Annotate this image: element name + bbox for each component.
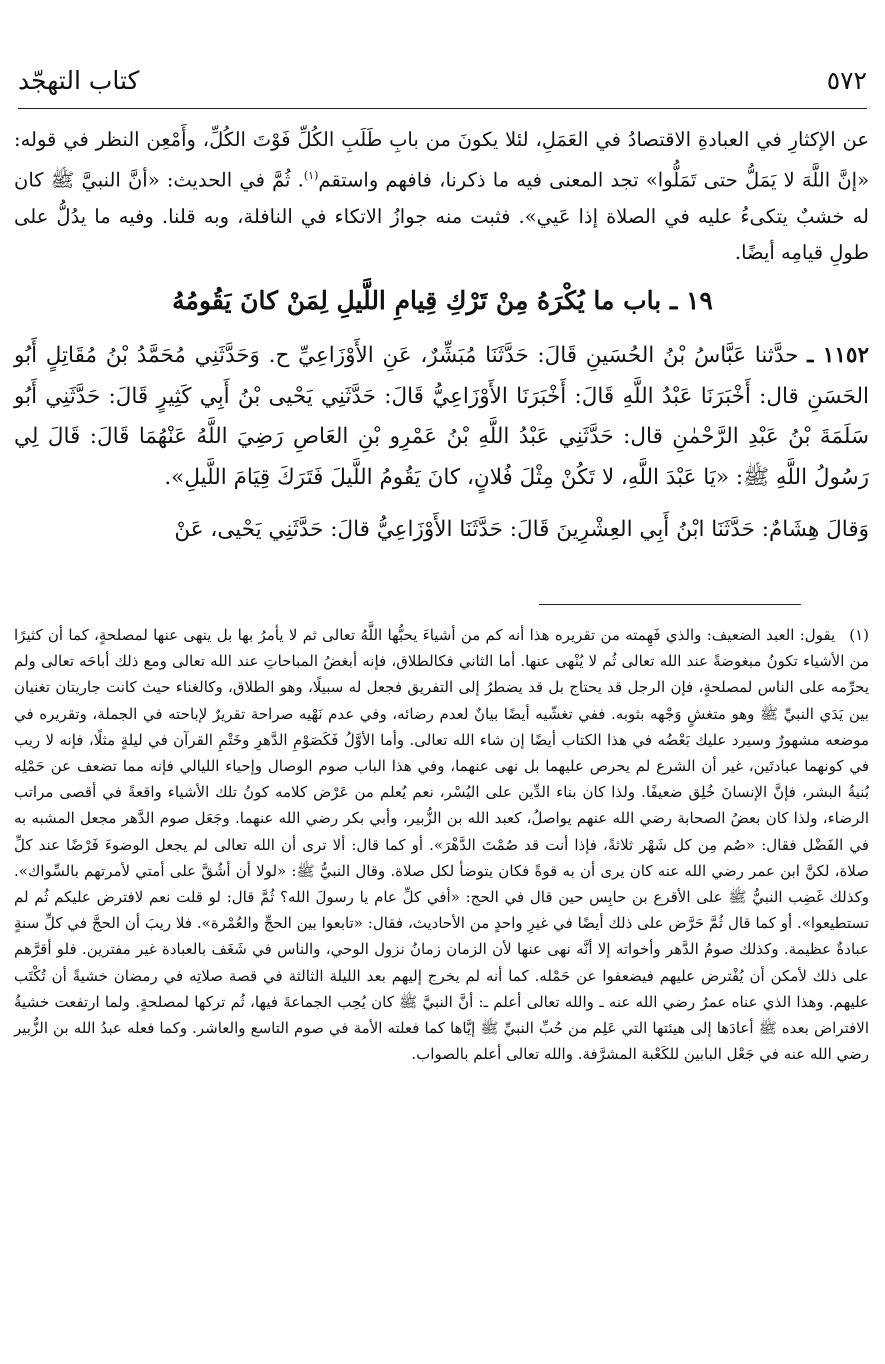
footnote-text: يقول: العبد الضعيف: والذي فَهِمته من تقريره هذا أنه كم من أشياءَ يحبُّها اللَّهُ تعالى ثم لا يأمرُ بها بل ينهى عنها لمصلحةٍ، كما أن كثيرًا من الأشياء تكونُ مبغوضةً عند الله تعالى ثُم لا يُنْهى عنها. أما الثاني فكالطلاق، فإنه أبغضُ المباحاتِ عند الله تعالى ومع ذلك أباحَه تعالى ولم يحرِّمه على الناس لمصلحةٍ، فإن الرجل قد يحتاج بل قد يضطرُ إلى التفريق فجعل له سبيلًا، وهو الطلاق، وكالغناء حيث كانت جاريتان تغنيان بين يَدَي النبيِّ ﷺ وهو متغشٍ وَجْهه بثوبه. ففي تغشّيه أيضًا بيانٌ لعدم رضائه، وفي عدم نَهْيه صراحة تقريرٌ لإباحته في الجملة، وتقريره في موضعه مشهورٌ وسيرد عليك بَعْضُه في هذا الكتاب أيضًا إن شاء الله تعالى. وأما الأوَّلُ فَكَصَوْمِ الدَّهرِ وخَتْمِ القرآن في ليلةٍ مثلًا، فإنه لا ريب في كونهما عبادتَين، غير أن الشرع لم يحرص عليهما بل نهى عنهما، وفي هذا الباب صوم الوصال وإحياء الليالي فإنه مما تضعف عن حَمْلِه بُنيةُ البشر، فإنَّ الإنسانَ خُلِق ضعيفًا. ولذا كان بناء الدِّين على اليُسْر، نعم يُعلم من عَرْض كلامه كونُ تلك الأشياء واقعةً في أقصى مراتب الرضاء، ولذا كان بعضُ الصحابة رضي الله عنهم يواصلُ، كعبد الله بن الزُّبير، وأبي بكر رضي الله عنهما. وجَعَل صوم الدَّهر مجعل المشبه به في الفَضْل فقال: «صُم مِن كل شَهْر ثلاثةً، فإذا أنت قد صُمْتَ الدَّهْرَ». أو كما قال: ألا ترى أن الله تعالى لم يجعل الوضوءَ فَرْضًا عند كلِّ صلاة، لكنَّ ابن عمر رضي الله عنه كان يرى أن به قوةً فكان يتوضأ لكل صلاة. وقال النبيُّ ﷺ: «لولا أن أشُقَّ على أمتي لأمرتهم بالسِّواك». وكذلك غَضِب النبيُّ ﷺ على الأقرع بن حابِس حين قال في الحج: «أفي كلِّ عام يا رسولَ الله؟ ثُمَّ قال: لو قلت نعم لافترض عليكم ثُم لم تستطيعوا». أو كما قال ثُمَّ حَرَّض على ذلك أيضًا في غيرِ واحدٍ من الأحاديث، فقال: «تابعوا بين الحجِّ والعُمْرة». فلا ريبَ أن الحجَّ في كلِّ سنةٍ عبادةٌ عظيمة. وكذلك صومُ الدَّهر وأخواته إلا أنَّه نهى عنها لأن الزمان زمانُ نزول الوحي، والناس في شَغَف بالعبادة غير مفترين. فلو أقرَّهم على ذلك لأمكن أن يُفْترض عليهم فيضعفوا عن حَمْله. كما أنه لم يخرج إليهم بعد الليلة الثالثة في قصة صلاتِه في رمضان خشيةً أن تُكْتَب عليهم. وهذا الذي عناه عمرُ رضي الله عنه ـ والله تعالى أعلم ـ: أنَّ النبيَّ ﷺ كان يُحِب الجماعةَ فيها، ثُم تركها لمصلحةٍ. ولما ارتفعت خشيةُ الافتراض بعده ﷺ أعادَها إلى هيئتها التي عَلِم من حُبِّ النبيِّ ﷺ إيَّاها كما فعلته الأمة في صوم التاسع والعاشر. وكما فعله عبدُ الله بن الزُّبير رضي الله عنه في جَعْل البابين للكَعْبة المشرَّفة. والله تعالى أعلم بالصواب. xyxy=(14,626,869,1064)
hadith-continuation: وَقالَ هِشَامٌ: حَدَّثَنَا ابْنُ أَبِي العِشْرِينَ قَالَ: حَدَّثَنَا الأَوْزَاعِيُّ قالَ: حَدَّثَنِي يَحْيى، عَنْ xyxy=(174,517,869,542)
hadith-text: حدَّثنا عَبَّاسُ بْنُ الحُسَينِ قَالَ: حَدَّثَنَا مُبَشِّرٌ، عَنِ الأَوْزَاعِيِّ ح. وَحَدَّثَنِي مُحَمَّدُ بْنُ مُقَاتِلٍ أَبُو الحَسَنِ قال: أَخْبَرَنَا عَبْدُ اللَّهِ قَالَ: أَخْبَرَنَا الأَوْزَاعِيُّ قَالَ: حَدَّثَنِي يَحْيى بْنُ أَبِي كَثِيرٍ قَالَ: حَدَّثَنِي أَبُو سَلَمَةَ بْنُ عَبْدِ الرَّحْمٰنِ قال: حَدَّثَنِي عَبْدُ اللَّهِ بْنُ عَمْرِو بْنِ العَاصِ رَضِيَ اللَّهُ عَنْهُمَا قَالَ: قَالَ لِي رَسُولُ اللَّهِ ﷺ: «يَا عَبْدَ اللَّهِ، لا تَكُنْ مِثْلَ فُلانٍ، كانَ يَقُومُ اللَّيلَ فَتَرَكَ قِيَامَ اللَّيلِ». xyxy=(14,343,869,490)
footnote xyxy=(14,622,869,1067)
footnote-separator xyxy=(539,604,801,605)
intro-text-part-1: عن الإكثارِ في العبادةِ الاقتصادُ في العَمَلِ، لئلا يكونَ من بابِ طَلَبِ الكُلِّ فَوْتَ الكُلِّ، وأَمْعِن النظر في قوله: «إنَّ اللَّهَ لا يَمَلُّ حتى تَمَلُّوا» تجد المعنى فيه ما ذكرنا، فافهم واستقم xyxy=(14,128,869,192)
chapter-heading: ١٩ ـ باب ما يُكْرَهُ مِنْ تَرْكِ قِيامِ اللَّيلِ لِمَنْ كانَ يَقُومُهُ xyxy=(172,286,713,315)
hadith-number: ١١٥٢ ـ xyxy=(807,343,869,368)
hadith-block xyxy=(14,336,869,551)
page-number: ٥٧٢ xyxy=(826,66,867,95)
hadith-paragraph xyxy=(14,336,869,498)
header-rule xyxy=(18,108,867,109)
intro-paragraph xyxy=(14,122,869,271)
book-title: كتاب التهجّد xyxy=(18,66,140,95)
page-header xyxy=(18,58,867,110)
intro-text-part-2: . ثُمَّ في الحديث: «أنَّ النبيَّ ﷺ كان له خشبٌ يتكىءُ عليه في الصلاة إذا عَيي». فثبت منه جوازُ الاتكاء في النافلة، وبه قلنا. وفيه ما يدُلُّ على طولِ قيامِه أيضًا. xyxy=(14,168,869,264)
footnote-reference[interactable]: (١) xyxy=(303,169,319,182)
footnote-mark: (١) xyxy=(849,626,869,644)
